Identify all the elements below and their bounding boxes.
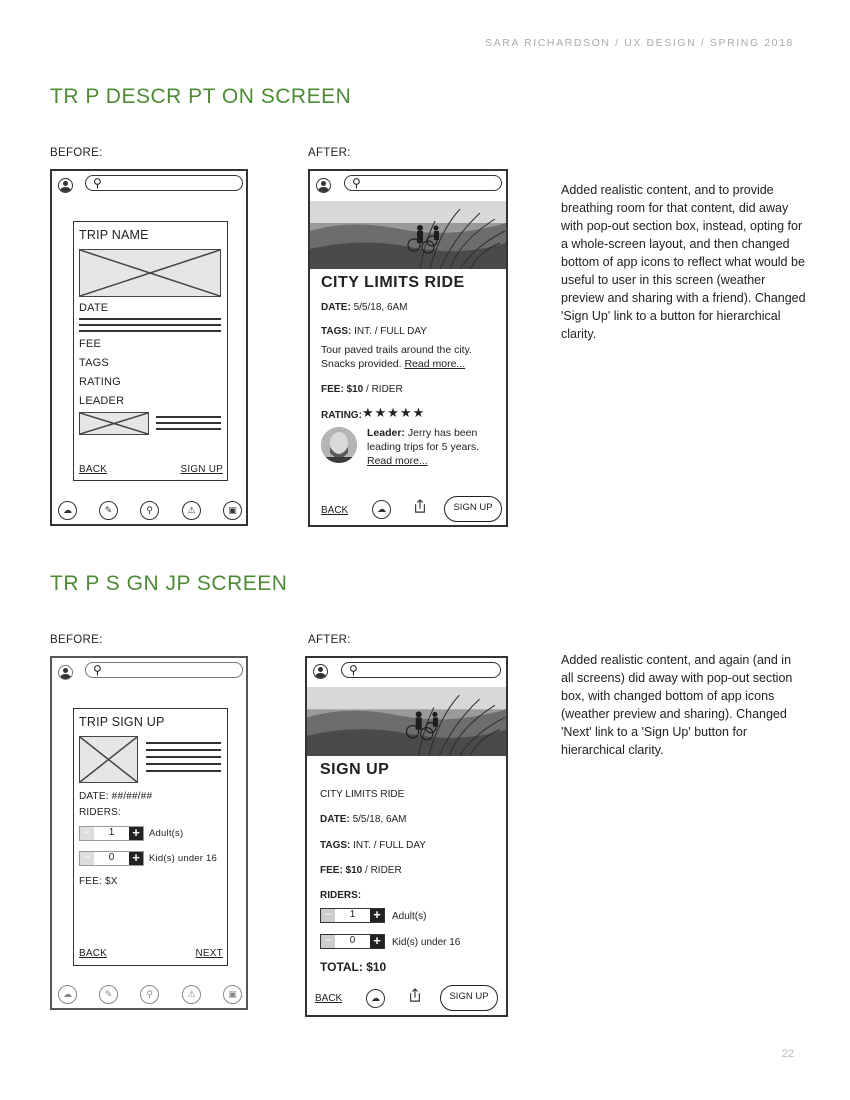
adult-stepper[interactable]	[320, 908, 385, 923]
date-value: 5/5/18, 6AM	[352, 814, 407, 825]
before-label: BEFORE:	[50, 147, 103, 159]
fee-label: FEE: $10	[321, 384, 364, 395]
bike-icon[interactable]: ⚲	[140, 985, 159, 1004]
adult-count: 1	[349, 909, 356, 920]
pin-icon[interactable]: ✎	[99, 501, 118, 520]
text-line	[146, 763, 221, 765]
trip-description-text	[321, 343, 501, 371]
section-title-trip-description: TR P DESCR PT ON SCREEN	[50, 85, 352, 108]
fee-suffix: / RIDER	[365, 865, 402, 876]
tags-label: TAGS:	[320, 840, 351, 851]
riders-label: RIDERS:	[79, 807, 121, 818]
minus-icon[interactable]: −	[321, 909, 335, 922]
trip-signup-label: TRIP SIGN UP	[79, 715, 165, 729]
text-line	[146, 756, 221, 758]
mockup-trip-signup	[305, 656, 508, 1017]
plus-icon[interactable]: +	[129, 852, 143, 865]
minus-icon[interactable]: −	[80, 852, 94, 865]
back-link[interactable]: BACK	[321, 505, 349, 516]
text-line	[146, 770, 221, 772]
profile-icon[interactable]	[58, 665, 73, 680]
search-input[interactable]	[85, 662, 243, 678]
leader-text: Jerry has been leading trips for 5 years.	[367, 427, 480, 453]
read-more-link[interactable]: Read more...	[404, 358, 466, 370]
trip-tags	[321, 326, 427, 337]
description-body: Tour paved trails around the city. Snacks provided.	[321, 344, 472, 370]
weather-icon[interactable]: ☁	[366, 989, 385, 1008]
search-icon: ⚲	[352, 176, 361, 190]
pin-icon[interactable]: ✎	[99, 985, 118, 1004]
hero-photo-cyclists	[307, 687, 506, 756]
total-amount: TOTAL: $10	[320, 960, 387, 974]
riders-label: RIDERS:	[320, 890, 362, 901]
bus-icon[interactable]: ▣	[223, 985, 242, 1004]
share-icon[interactable]	[408, 988, 422, 1002]
tags-value: INT. / FULL DAY	[353, 840, 426, 851]
kid-stepper[interactable]	[79, 851, 144, 866]
text-line	[79, 330, 221, 332]
kid-stepper[interactable]	[320, 934, 385, 949]
date-value: 5/5/18, 6AM	[353, 302, 408, 313]
search-icon: ⚲	[349, 663, 358, 677]
fee-suffix: / RIDER	[366, 384, 403, 395]
trip-title: CITY LIMITS RIDE	[321, 274, 465, 291]
profile-icon[interactable]	[58, 178, 73, 193]
date-label: DATE:	[320, 814, 350, 825]
signup-note: Added realistic content, and again (and in all screens) did away with pop-out section box, with changed bottom of app icons (weather preview and sharing). Changed 'Next' link to a 'Sign Up' button for hierarchical clarity.	[561, 653, 793, 757]
popout-section-box	[73, 708, 228, 966]
text-line	[79, 324, 221, 326]
trip-fee	[321, 384, 403, 395]
kid-count: 0	[108, 852, 115, 863]
weather-icon[interactable]: ☁	[58, 985, 77, 1004]
wireframe-trip-signup	[50, 656, 248, 1010]
text-line	[79, 318, 221, 320]
text-line	[156, 428, 221, 430]
description-note: Added realistic content, and to provide breathing room for that content, did away with pop-out section box, instead, opting for a whole-screen layout, and then changed bottom of app icons to reflect what would be useful to user in this screen (weather preview and sharing with a friend). Changed 'Sign Up' link to a button for hierarchical clarity.	[561, 183, 806, 341]
fee-label: FEE: $10	[320, 865, 363, 876]
rating-label: RATING	[79, 376, 121, 388]
signup-button[interactable]: SIGN UP	[440, 985, 498, 1011]
search-input[interactable]	[85, 175, 243, 191]
rating-label: RATING:	[321, 410, 362, 421]
date-label: DATE: ##/##/##	[79, 791, 153, 802]
kid-count: 0	[349, 935, 356, 946]
date-label: DATE:	[321, 302, 351, 313]
after-label: AFTER:	[308, 634, 351, 646]
search-input[interactable]	[341, 662, 501, 678]
signup-title: SIGN UP	[320, 761, 390, 778]
tags-label: TAGS:	[321, 326, 352, 337]
hero-photo-cyclists	[310, 201, 506, 269]
trip-name-label: TRIP NAME	[79, 228, 149, 242]
document-header: SARA RICHARDSON / UX DESIGN / SPRING 2018	[485, 37, 794, 49]
back-link[interactable]: BACK	[315, 993, 343, 1004]
leader-label: Leader:	[367, 427, 405, 439]
weather-icon[interactable]: ☁	[372, 500, 391, 519]
tags-value: INT. / FULL DAY	[354, 326, 427, 337]
plus-icon[interactable]: +	[129, 827, 143, 840]
tags-label: TAGS	[79, 357, 109, 369]
rating-stars: ★★★★★	[362, 405, 426, 420]
search-icon: ⚲	[93, 663, 102, 677]
after-label: AFTER:	[308, 147, 351, 159]
page-number: 22	[781, 1048, 794, 1060]
trip-tags	[320, 840, 426, 851]
share-icon[interactable]	[413, 499, 427, 513]
minus-icon[interactable]: −	[321, 935, 335, 948]
leader-label: LEADER	[79, 395, 125, 407]
back-link[interactable]: BACK	[79, 464, 108, 475]
profile-icon[interactable]	[313, 664, 328, 679]
weather-icon[interactable]: ☁	[58, 501, 77, 520]
wireframe-trip-description	[50, 169, 248, 526]
minus-icon[interactable]: −	[80, 827, 94, 840]
before-label: BEFORE:	[50, 634, 103, 646]
fee-label: FEE: $X	[79, 876, 118, 887]
signup-button[interactable]: SIGN UP	[444, 496, 502, 522]
plus-icon[interactable]: +	[370, 909, 384, 922]
adult-stepper[interactable]	[79, 826, 144, 841]
kid-label: Kid(s) under 16	[392, 937, 461, 948]
alert-icon[interactable]: ⚠	[182, 501, 201, 520]
trip-date	[321, 302, 408, 313]
popout-section-box	[73, 221, 228, 481]
leader-image-placeholder	[79, 412, 149, 435]
next-link[interactable]: NEXT	[195, 948, 223, 959]
leader-avatar	[321, 427, 357, 463]
signup-link[interactable]: SIGN UP	[180, 464, 223, 475]
search-input[interactable]	[344, 175, 502, 191]
mockup-trip-description	[308, 169, 508, 527]
date-label: DATE	[79, 302, 109, 314]
bus-icon[interactable]: ▣	[223, 501, 242, 520]
bike-icon[interactable]: ⚲	[140, 501, 159, 520]
search-icon: ⚲	[93, 176, 102, 190]
text-line	[156, 422, 221, 424]
fee-label: FEE	[79, 338, 101, 350]
back-link[interactable]: BACK	[79, 948, 108, 959]
section-title-trip-signup: TR P S GN JP SCREEN	[50, 572, 288, 595]
trip-name: CITY LIMITS RIDE	[320, 789, 405, 800]
text-line	[156, 416, 221, 418]
plus-icon[interactable]: +	[370, 935, 384, 948]
kid-label: Kid(s) under 16	[149, 853, 217, 864]
leader-read-more-link[interactable]: Read more...	[367, 455, 428, 467]
alert-icon[interactable]: ⚠	[182, 985, 201, 1004]
adult-label: Adult(s)	[149, 828, 184, 839]
image-placeholder	[79, 736, 138, 783]
profile-icon[interactable]	[316, 178, 331, 193]
trip-fee	[320, 865, 402, 876]
adult-label: Adult(s)	[392, 911, 427, 922]
trip-date	[320, 814, 407, 825]
text-line	[146, 742, 221, 744]
leader-info	[367, 426, 497, 468]
text-line	[146, 749, 221, 751]
adult-count: 1	[108, 827, 115, 838]
image-placeholder	[79, 249, 221, 297]
